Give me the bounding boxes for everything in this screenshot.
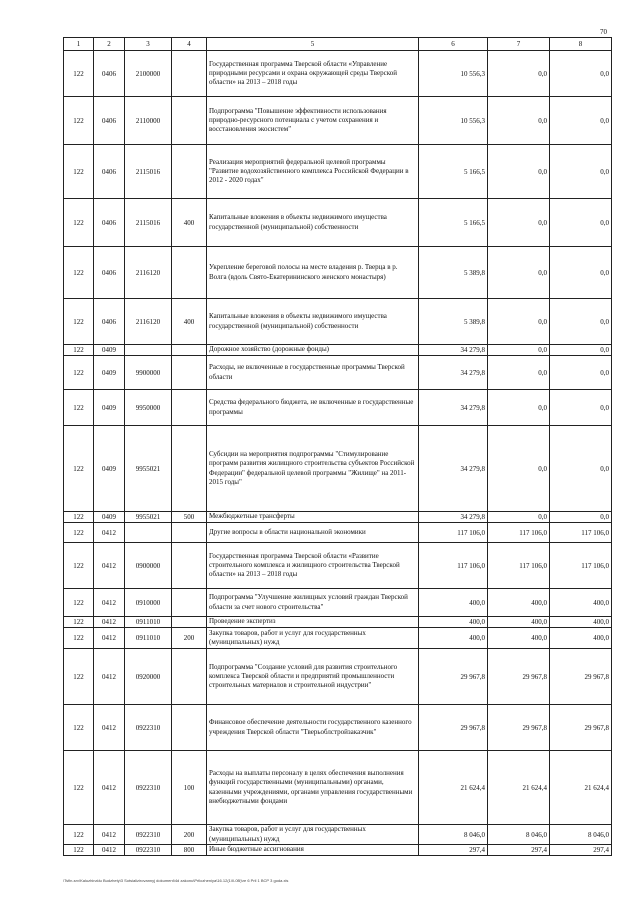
row-value-6: 10 556,3 [419,97,488,145]
table-row [64,426,612,512]
row-value-8: 400,0 [550,628,612,649]
row-code-3: 9955021 [125,426,172,512]
row-code-3: 2116120 [125,299,172,345]
table-row [64,825,612,845]
row-description: Межбюджетные трансферты [207,512,419,523]
row-code-4: 200 [172,825,207,845]
table-row [64,628,612,649]
row-value-7: 0,0 [488,145,550,199]
page-number: 70 [600,28,607,36]
row-code-4 [172,390,207,426]
row-code-4 [172,345,207,356]
row-description: Проведение экспертиз [207,617,419,628]
row-code-4 [172,97,207,145]
row-code-2: 0412 [94,751,125,825]
row-code-3: 9900000 [125,356,172,390]
row-code-3: 2115016 [125,145,172,199]
row-code-1: 122 [64,751,94,825]
row-code-3: 0922310 [125,825,172,845]
row-value-6: 400,0 [419,628,488,649]
row-value-8: 297,4 [550,845,612,856]
column-header: 2 [94,38,125,51]
row-code-2: 0406 [94,97,125,145]
row-value-7: 0,0 [488,512,550,523]
row-code-2: 0412 [94,705,125,751]
row-value-7: 0,0 [488,356,550,390]
row-description: Государственная программа Тверской области «Управление природными ресурсами и охрана окружающей среды Тверской области» на 2013 – 2018 годы [207,51,419,97]
row-code-4 [172,356,207,390]
row-value-7: 400,0 [488,617,550,628]
row-code-4 [172,543,207,589]
row-description: Закупка товаров, работ и услуг для государственных (муниципальных) нужд [207,628,419,649]
row-code-4 [172,247,207,299]
row-value-6: 34 279,8 [419,345,488,356]
row-code-1: 122 [64,543,94,589]
row-code-4: 400 [172,199,207,247]
row-code-1: 122 [64,390,94,426]
row-code-1: 122 [64,825,94,845]
row-code-1: 122 [64,523,94,543]
row-value-7: 117 106,0 [488,543,550,589]
row-code-1: 122 [64,426,94,512]
row-code-2: 0412 [94,825,125,845]
row-value-6: 5 389,8 [419,247,488,299]
row-value-7: 117 106,0 [488,523,550,543]
row-code-2: 0409 [94,512,125,523]
row-code-1: 122 [64,845,94,856]
row-description: Дорожное хозяйство (дорожные фонды) [207,345,419,356]
table-row [64,51,612,97]
row-description: Финансовое обеспечение деятельности государственного казенного учреждения Тверской области "Тверьоблстройзаказчик" [207,705,419,751]
row-value-8: 0,0 [550,199,612,247]
column-header: 7 [488,38,550,51]
row-value-7: 0,0 [488,299,550,345]
row-code-2: 0412 [94,845,125,856]
row-code-1: 122 [64,97,94,145]
row-value-6: 10 556,3 [419,51,488,97]
row-description: Расходы на выплаты персоналу в целях обеспечения выполнения функций государственными (муниципальными) органами, казенными учреждениями, органами управления государственными внебюджетными фондами [207,751,419,825]
row-code-3: 0911010 [125,617,172,628]
row-code-3: 0922310 [125,751,172,825]
row-code-4 [172,51,207,97]
row-code-4 [172,426,207,512]
row-code-2: 0406 [94,299,125,345]
column-header: 1 [64,38,94,51]
row-value-8: 400,0 [550,617,612,628]
row-code-3: 2115016 [125,199,172,247]
row-code-2: 0406 [94,199,125,247]
row-value-6: 34 279,8 [419,356,488,390]
row-value-6: 29 967,8 [419,705,488,751]
row-value-8: 29 967,8 [550,705,612,751]
row-code-1: 122 [64,649,94,705]
row-code-1: 122 [64,345,94,356]
table-row [64,390,612,426]
row-value-7: 400,0 [488,589,550,617]
row-code-3: 0922310 [125,705,172,751]
row-description: Расходы, не включенные в государственные программы Тверской области [207,356,419,390]
row-code-1: 122 [64,51,94,97]
row-code-2: 0412 [94,589,125,617]
row-code-4: 800 [172,845,207,856]
row-code-3: 9950000 [125,390,172,426]
row-code-3: 2100000 [125,51,172,97]
budget-table [63,37,612,856]
row-value-6: 34 279,8 [419,390,488,426]
row-code-2: 0412 [94,628,125,649]
row-description: Средства федерального бюджета, не включенные в государственные программы [207,390,419,426]
row-value-6: 34 279,8 [419,426,488,512]
row-value-7: 0,0 [488,345,550,356]
row-code-2: 0409 [94,426,125,512]
row-value-8: 117 106,0 [550,523,612,543]
row-value-8: 29 967,8 [550,649,612,705]
row-code-4: 500 [172,512,207,523]
table-body [64,51,612,856]
row-value-6: 21 624,4 [419,751,488,825]
row-value-7: 0,0 [488,247,550,299]
row-code-1: 122 [64,617,94,628]
row-value-8: 400,0 [550,589,612,617]
row-value-8: 0,0 [550,390,612,426]
row-value-8: 117 106,0 [550,543,612,589]
row-value-7: 0,0 [488,199,550,247]
row-code-1: 122 [64,356,94,390]
row-code-2: 0409 [94,390,125,426]
row-value-6: 29 967,8 [419,649,488,705]
row-code-4 [172,617,207,628]
row-code-3: 0922310 [125,845,172,856]
row-value-7: 8 046,0 [488,825,550,845]
row-code-4 [172,649,207,705]
row-value-7: 0,0 [488,51,550,97]
row-value-6: 5 166,5 [419,199,488,247]
row-value-6: 297,4 [419,845,488,856]
row-value-7: 0,0 [488,97,550,145]
row-description: Реализация мероприятий федеральной целевой программы "Развитие водохозяйственного комплекса Российской Федерации в 2012 - 2020 годах" [207,145,419,199]
table-row [64,751,612,825]
row-code-4 [172,523,207,543]
row-description: Другие вопросы в области национальной экономики [207,523,419,543]
row-value-7: 29 967,8 [488,649,550,705]
row-code-2: 0412 [94,617,125,628]
row-description: Подпрограмма "Улучшение жилищных условий граждан Тверской области за счет нового строительства" [207,589,419,617]
row-code-4: 200 [172,628,207,649]
table-row [64,97,612,145]
row-value-7: 0,0 [488,390,550,426]
row-value-7: 0,0 [488,426,550,512]
row-code-4: 400 [172,299,207,345]
row-code-2: 0406 [94,145,125,199]
table-row [64,523,612,543]
row-code-1: 122 [64,705,94,751]
row-code-3: 0911010 [125,628,172,649]
row-value-8: 0,0 [550,97,612,145]
row-value-8: 0,0 [550,51,612,97]
row-code-3: 2110000 [125,97,172,145]
row-description: Подпрограмма "Повышение эффективности использования природно-ресурсного потенциала с учетом сохранения и восстановления экосистем" [207,97,419,145]
table-row [64,145,612,199]
row-value-6: 5 389,8 [419,299,488,345]
row-description: Укрепление береговой полосы на месте владения р. Тверца в р. Волга (вдоль Свято-Екатерининского женского монастыря) [207,247,419,299]
column-header: 5 [207,38,419,51]
row-description: Субсидии на мероприятия подпрограммы "Стимулирование программ развития жилищного строительства субъектов Российской Федерации" федеральной целевой программы "Жилище" на 2011-2015 годы" [207,426,419,512]
table-row [64,345,612,356]
row-value-8: 0,0 [550,145,612,199]
row-code-2: 0409 [94,356,125,390]
row-code-3: 0910000 [125,589,172,617]
row-value-8: 0,0 [550,247,612,299]
table-row [64,617,612,628]
row-code-4 [172,589,207,617]
row-value-6: 5 166,5 [419,145,488,199]
row-value-8: 0,0 [550,299,612,345]
column-header: 8 [550,38,612,51]
row-description: Закупка товаров, работ и услуг для государственных (муниципальных) нужд [207,825,419,845]
row-code-3 [125,345,172,356]
row-value-6: 400,0 [419,617,488,628]
table-row [64,356,612,390]
row-code-1: 122 [64,247,94,299]
row-code-2: 0412 [94,543,125,589]
row-code-3 [125,523,172,543]
row-value-8: 8 046,0 [550,825,612,845]
table-row [64,705,612,751]
row-code-3: 0920000 [125,649,172,705]
table-row [64,543,612,589]
row-code-1: 122 [64,199,94,247]
table-row [64,512,612,523]
table-row [64,589,612,617]
row-value-6: 117 106,0 [419,523,488,543]
table-row [64,299,612,345]
column-header: 3 [125,38,172,51]
row-value-6: 117 106,0 [419,543,488,589]
row-value-7: 21 624,4 [488,751,550,825]
row-value-6: 8 046,0 [419,825,488,845]
row-description: Подпрограмма "Создание условий для развития строительного комплекса Тверской области и предприятий промышленности строительных материалов и строительной индустрии" [207,649,419,705]
row-value-8: 0,0 [550,356,612,390]
row-value-8: 0,0 [550,345,612,356]
row-code-1: 122 [64,145,94,199]
row-code-4: 100 [172,751,207,825]
column-header: 4 [172,38,207,51]
footer-file-path: \Tsfin-srv\Kaluzhina\lu Budzhety\3 Sotsializirovannyj dokument\4d zakonu\Prilozheniya\16.12(1\Il-0B)\re 6 Pril 1 BCP 3 goda.xls [63,878,289,883]
row-value-7: 297,4 [488,845,550,856]
row-code-3: 0900000 [125,543,172,589]
row-code-1: 122 [64,628,94,649]
row-code-2: 0412 [94,649,125,705]
row-value-7: 29 967,8 [488,705,550,751]
row-description: Капитальные вложения в объекты недвижимого имущества государственной (муниципальной) собственности [207,299,419,345]
row-code-4 [172,705,207,751]
row-value-8: 0,0 [550,426,612,512]
row-description: Государственная программа Тверской области «Развитие строительного комплекса и жилищного строительства Тверской области» на 2013 – 2018 годы [207,543,419,589]
table-row [64,649,612,705]
row-code-3: 2116120 [125,247,172,299]
row-code-3: 9955021 [125,512,172,523]
row-value-6: 34 279,8 [419,512,488,523]
row-code-4 [172,145,207,199]
row-value-6: 400,0 [419,589,488,617]
row-code-2: 0406 [94,51,125,97]
table-row [64,247,612,299]
row-description: Капитальные вложения в объекты недвижимого имущества государственной (муниципальной) собственности [207,199,419,247]
row-code-1: 122 [64,512,94,523]
table-row [64,845,612,856]
row-code-2: 0409 [94,345,125,356]
row-code-1: 122 [64,299,94,345]
row-value-7: 400,0 [488,628,550,649]
row-code-2: 0412 [94,523,125,543]
table-header-row [64,38,612,51]
row-description: Иные бюджетные ассигнования [207,845,419,856]
row-code-2: 0406 [94,247,125,299]
row-value-8: 0,0 [550,512,612,523]
table-row [64,199,612,247]
row-value-8: 21 624,4 [550,751,612,825]
column-header: 6 [419,38,488,51]
row-code-1: 122 [64,589,94,617]
